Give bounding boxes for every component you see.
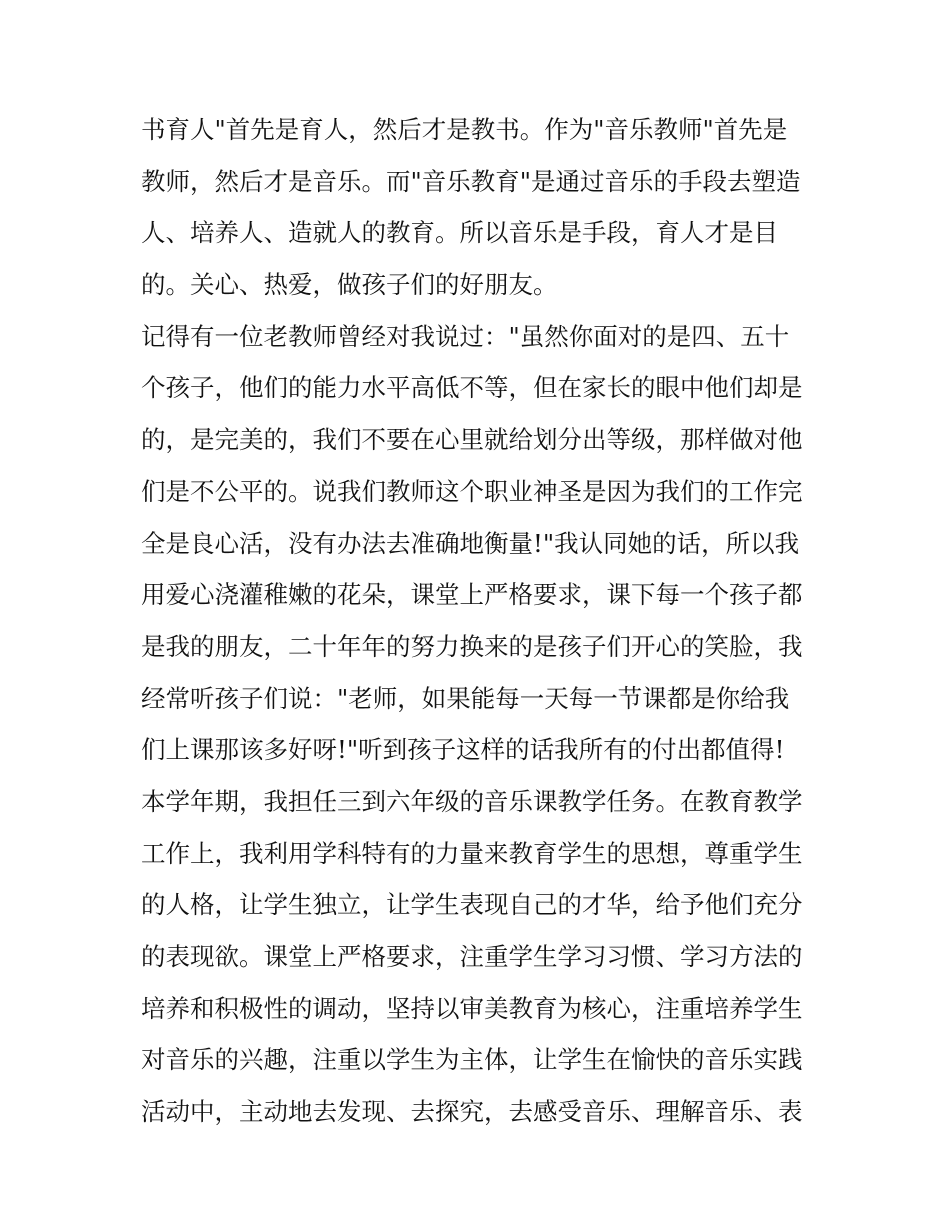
text-line: 记得有一位老教师曾经对我说过："虽然你面对的是四、五十 bbox=[141, 321, 790, 351]
text-line: 活动中，主动地去发现、去探究，去感受音乐、理解音乐、表 bbox=[141, 1097, 803, 1127]
text-line: 是我的朋友，二十年年的努力换来的是孩子们开心的笑脸，我 bbox=[141, 631, 803, 661]
body-text bbox=[141, 104, 821, 1138]
text-line: 书育人"首先是育人，然后才是教书。作为"音乐教师"首先是 bbox=[141, 115, 788, 144]
text-line: 对音乐的兴趣，注重以学生为主体，让学生在愉快的音乐实践 bbox=[141, 1045, 803, 1075]
text-line: 本学年期，我担任三到六年级的音乐课教学任务。在教育教学 bbox=[141, 786, 803, 816]
text-line: 们是不公平的。说我们教师这个职业神圣是因为我们的工作完 bbox=[141, 476, 803, 506]
text-line: 个孩子，他们的能力水平高低不等，但在家长的眼中他们却是 bbox=[141, 373, 803, 403]
text-line: 的人格，让学生独立，让学生表现自己的才华，给予他们充分 bbox=[141, 890, 803, 920]
text-line: 全是良心活，没有办法去准确地衡量!"我认同她的话，所以我 bbox=[141, 528, 800, 558]
text-line: 教师，然后才是音乐。而"音乐教育"是通过音乐的手段去塑造 bbox=[141, 166, 801, 196]
text-line: 工作上，我利用学科特有的力量来教育学生的思想，尊重学生 bbox=[141, 838, 803, 868]
text-line: 的，是完美的，我们不要在心里就给划分出等级，那样做对他 bbox=[141, 425, 803, 455]
text-line: 用爱心浇灌稚嫩的花朵，课堂上严格要求，课下每一个孩子都 bbox=[141, 580, 803, 610]
text-line: 人、培养人、造就人的教育。所以音乐是手段，育人才是目 bbox=[141, 218, 778, 248]
text-line: 们上课那该多好呀!"听到孩子这样的话我所有的付出都值得! bbox=[141, 735, 785, 765]
text-line: 的。关心、热爱，做孩子们的好朋友。 bbox=[141, 270, 558, 300]
text-line: 经常听孩子们说："老师，如果能每一天每一节课都是你给我 bbox=[141, 683, 790, 713]
text-line: 培养和积极性的调动，坚持以审美教育为核心，注重培养学生 bbox=[141, 993, 803, 1023]
text-line: 的表现欲。课堂上严格要求，注重学生学习习惯、学习方法的 bbox=[141, 942, 803, 971]
